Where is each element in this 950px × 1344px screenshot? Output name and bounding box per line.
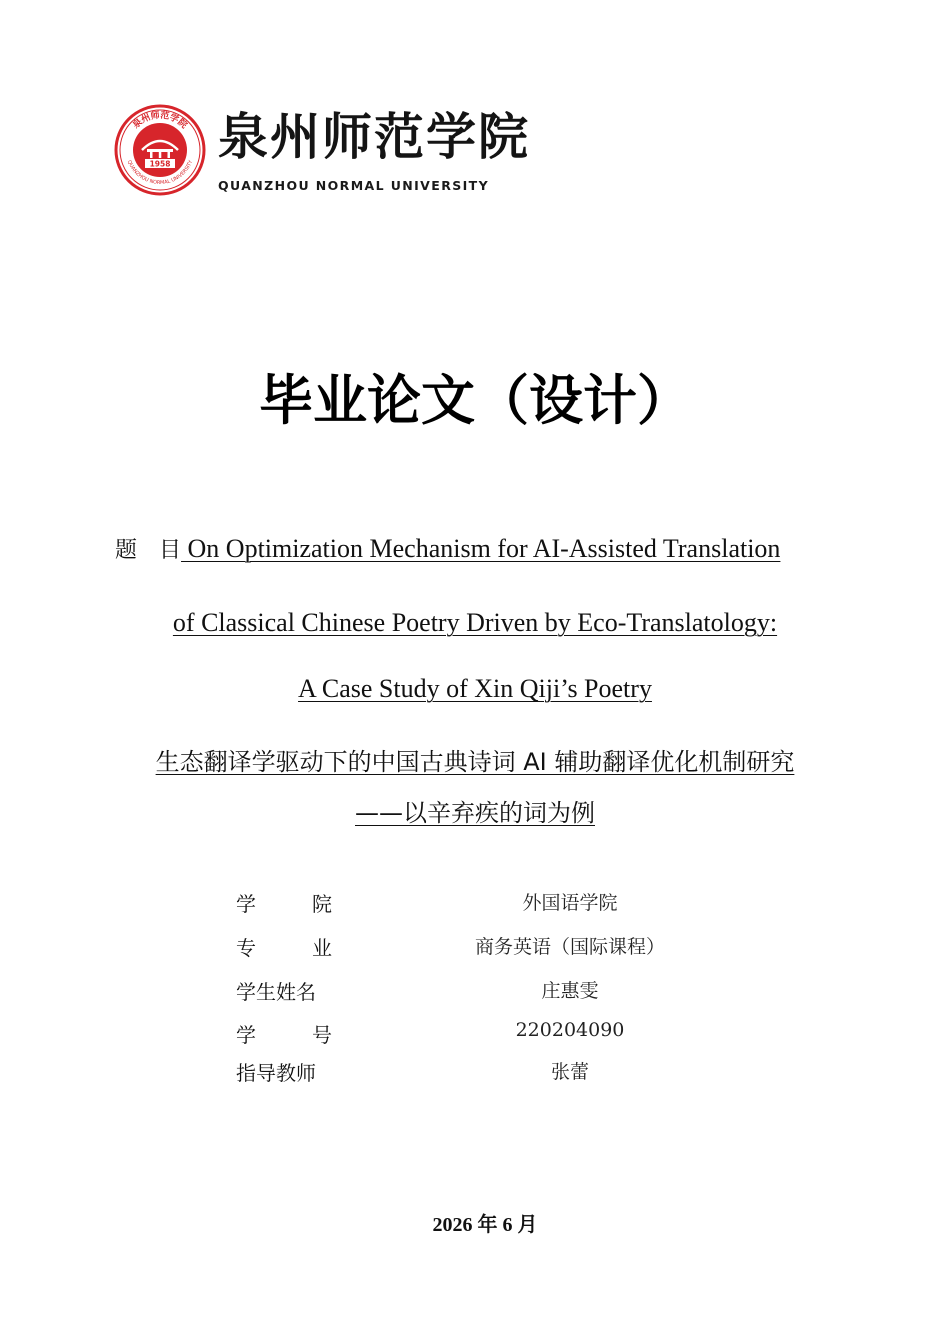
info-row-major — [236, 932, 796, 962]
info-label: 专 业 — [236, 936, 332, 960]
info-label: 指导教师 — [236, 1061, 316, 1085]
title-label: 题 目 — [115, 538, 182, 563]
title-line-4 — [0, 742, 950, 777]
title-cn-line-1: 生态翻译学驱动下的中国古典诗词 AI 辅助翻译优化机制研究 — [155, 748, 795, 776]
info-value: 商务英语（国际课程） — [474, 936, 665, 958]
info-label: 学 号 — [236, 1023, 332, 1047]
info-row-college — [236, 888, 796, 918]
info-value: 外国语学院 — [522, 892, 618, 914]
title-en-line-3: A Case Study of Xin Qiji’s Poetry — [298, 674, 652, 703]
info-value: 张蕾 — [550, 1061, 589, 1083]
document-type-heading: 毕业论文（设计） — [259, 369, 691, 432]
info-value: 庄惠雯 — [541, 980, 599, 1002]
info-label: 学 院 — [236, 892, 332, 916]
title-line-5 — [0, 793, 950, 828]
title-line-2 — [0, 608, 950, 638]
info-row-student-name — [236, 976, 796, 1006]
info-row-advisor — [236, 1057, 796, 1087]
title-cn-line-2: ——以辛弃疾的词为例 — [355, 799, 595, 827]
university-name-en: QUANZHOU NORMAL UNIVERSITY — [218, 178, 490, 193]
university-seal-icon — [114, 104, 206, 196]
title-en-line-1: On Optimization Mechanism for AI-Assisted Translation — [181, 534, 781, 563]
university-logo — [114, 104, 530, 199]
university-name-cn: 泉州师范学院 — [218, 107, 530, 166]
info-value: 220204090 — [515, 1019, 625, 1041]
seal-cn-text: 泉州师范学院 — [131, 110, 189, 131]
info-row-student-id — [236, 1019, 796, 1049]
seal-en-text: QUANZHOU NORMAL UNIVERSITY — [125, 159, 195, 187]
info-label: 学生姓名 — [236, 980, 316, 1004]
submission-date: 2026 年 6 月 — [432, 1214, 538, 1236]
title-line-1 — [115, 533, 875, 573]
title-en-line-2: of Classical Chinese Poetry Driven by Eco-Translatology: — [172, 608, 778, 637]
title-line-3 — [0, 674, 950, 704]
seal-year: 1958 — [149, 159, 171, 169]
